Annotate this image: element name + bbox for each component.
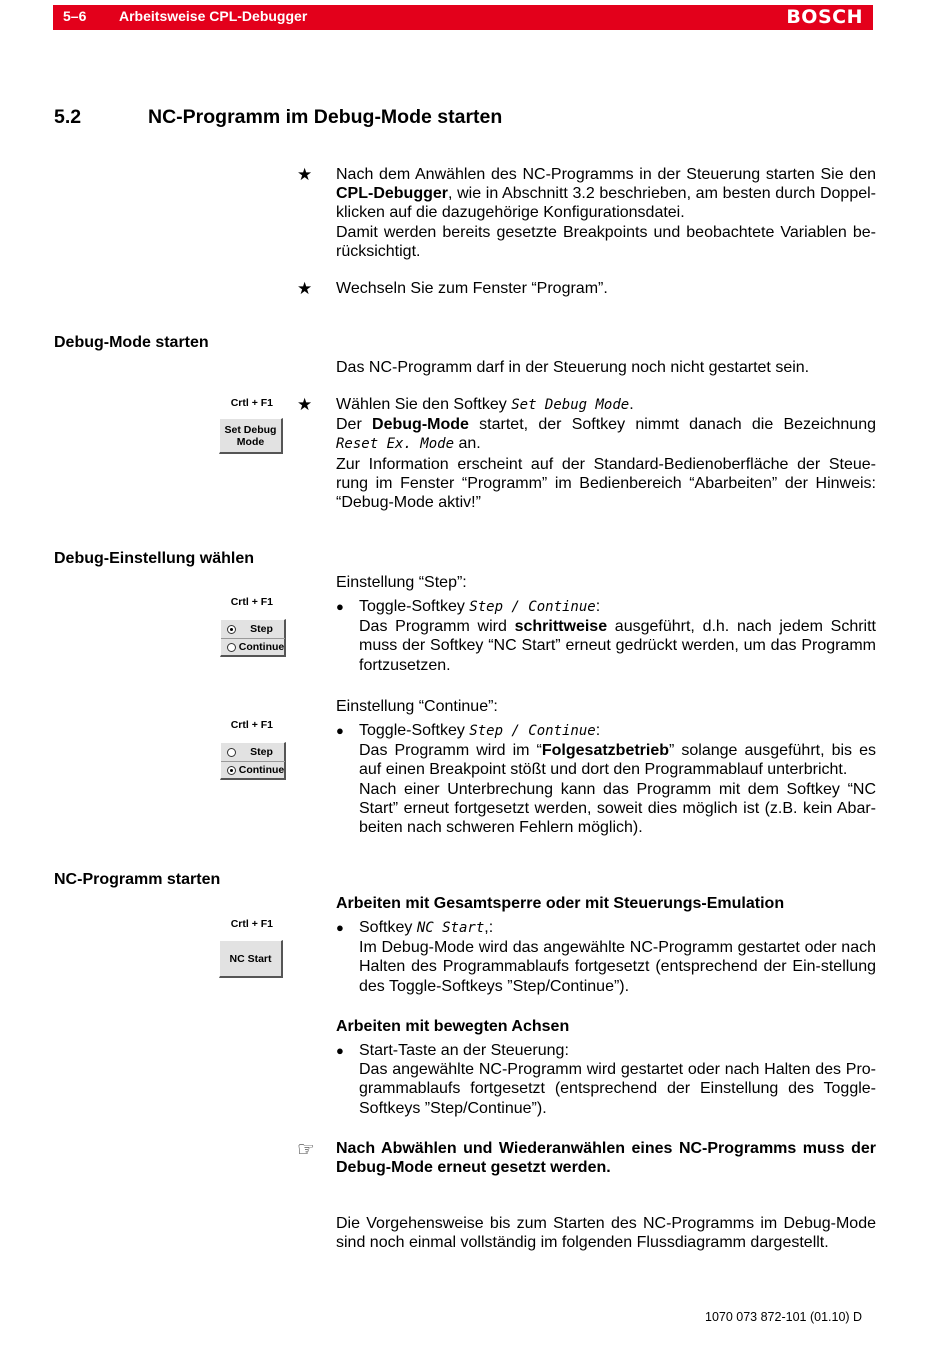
bullet-icon: ● — [336, 599, 344, 614]
pointing-hand-icon: ☞ — [297, 1139, 315, 1161]
header-title: Arbeitsweise CPL-Debugger — [119, 8, 308, 24]
radio-unselected-icon — [227, 643, 236, 652]
heading-nc-start: NC-Programm starten — [54, 871, 221, 888]
page-header — [53, 5, 873, 30]
sub-heading-emulation: Arbeiten mit Gesamtsperre oder mit Steuerungs-Emulation — [336, 895, 785, 912]
moving-axes-text: Start-Taste an der Steuerung: Das angewählte NC-Programm wird gestartet oder nach Halten des Pro-grammablaufs fortgesetzt (entsprechend der Einstellung des Toggle-Softkeys ”Step/Continue”). — [359, 1042, 876, 1117]
heading-debug-setting: Debug-Einstellung wählen — [54, 550, 255, 567]
intro-item-1: Nach dem Anwählen des NC-Programms in der Steuerung starten Sie den CPL-Debugger, wie in Abschnitt 3.2 beschrieben, am besten durch Doppel-klicken auf die dazugehörige Konfigurationsdatei. Damit werden bereits gesetzte Breakpoints und beobachtete Variablen be-rücksichtigt. — [336, 166, 876, 260]
important-note: Nach Abwählen und Wiederanwählen eines NC-Programms muss der Debug-Mode erneut gesetzt werden. — [336, 1140, 876, 1177]
star-icon: ★ — [297, 395, 313, 414]
star-icon: ★ — [297, 279, 313, 298]
flowchart-reference: Die Vorgehensweise bis zum Starten des NC-Programms im Debug-Mode sind noch einmal vollständig im folgenden Flussdiagramm dargestellt. — [336, 1215, 876, 1252]
bullet-icon: ● — [336, 1043, 344, 1058]
toggle-option-continue[interactable]: Continue — [221, 639, 285, 656]
step-continue-toggle-softkey[interactable] — [220, 619, 286, 657]
toggle-option-step[interactable]: Step — [221, 744, 285, 762]
heading-debug-mode: Debug-Mode starten — [54, 334, 209, 351]
step-setting-text: Toggle-Softkey Step / Continue: Das Programm wird schrittweise ausgeführt, d.h. nach jedem Schritt muss der Softkey “NC Start” erneut gedrückt werden, um das Programm fortzusetzen. — [359, 598, 876, 674]
star-icon: ★ — [297, 165, 313, 184]
nc-start-emulation-text: Softkey NC Start,: Im Debug-Mode wird das angewählte NC-Programm gestartet oder nach Halten des Programmablaufs fortgesetzt (entsprechend der Ein-stellung des Toggle-Softkeys ”Step/Continue”). — [359, 919, 876, 995]
radio-unselected-icon — [227, 748, 236, 757]
toggle-option-step[interactable]: Step — [221, 621, 285, 639]
section-number: 5.2 — [54, 106, 82, 128]
page-number: 5–6 — [63, 8, 87, 24]
radio-selected-icon — [227, 625, 236, 634]
radio-selected-icon — [227, 766, 236, 775]
toggle-option-continue[interactable]: Continue — [221, 762, 285, 779]
debug-mode-note: Das NC-Programm darf in der Steuerung noch nicht gestartet sein. — [336, 359, 810, 376]
continue-setting-text: Toggle-Softkey Step / Continue: Das Programm wird im “Folgesatzbetrieb” solange ausgeführt, bis es auf einen Breakpoint stößt und dort den Programmablauf unterbricht. Nach einer Unterbrechung kann das Programm mit dem Softkey “NC Start” erneut fortgesetzt werden, soweit dies möglich ist (z.B. kein Abar-beiten nach schweren Fehlern möglich). — [359, 722, 876, 837]
intro-item-2: Wechseln Sie zum Fenster “Program”. — [336, 280, 608, 297]
bosch-logo: BOSCH — [786, 6, 863, 28]
bullet-icon: ● — [336, 723, 344, 738]
key-shortcut-label: Crtl + F1 — [230, 596, 273, 608]
continue-setting-title: Einstellung “Continue”: — [336, 698, 498, 715]
nc-start-softkey[interactable]: NC Start — [219, 940, 283, 978]
document-number: 1070 073 872-101 (01.10) D — [705, 1310, 863, 1324]
sub-heading-moving-axes: Arbeiten mit bewegten Achsen — [336, 1018, 570, 1035]
debug-mode-text: Wählen Sie den Softkey Set Debug Mode. Der Debug-Mode startet, der Softkey nimmt danach die Bezeichnung Reset Ex. Mode an. Zur Information erscheint auf der Standard-Bedienoberfläche der Steue-rung im Fenster “Programm” im Bedienbereich “Abarbeiten” der Hinweis: “Debug-Mode aktiv!” — [336, 396, 877, 512]
step-continue-toggle-softkey[interactable] — [220, 742, 286, 780]
step-setting-title: Einstellung “Step”: — [336, 574, 467, 591]
key-shortcut-label: Crtl + F1 — [230, 918, 273, 930]
key-shortcut-label: Crtl + F1 — [230, 719, 273, 731]
bullet-icon: ● — [336, 920, 344, 935]
set-debug-mode-softkey[interactable]: Set Debug Mode — [219, 418, 283, 454]
section-title: NC-Programm im Debug-Mode starten — [148, 106, 503, 128]
key-shortcut-label: Crtl + F1 — [230, 397, 273, 409]
